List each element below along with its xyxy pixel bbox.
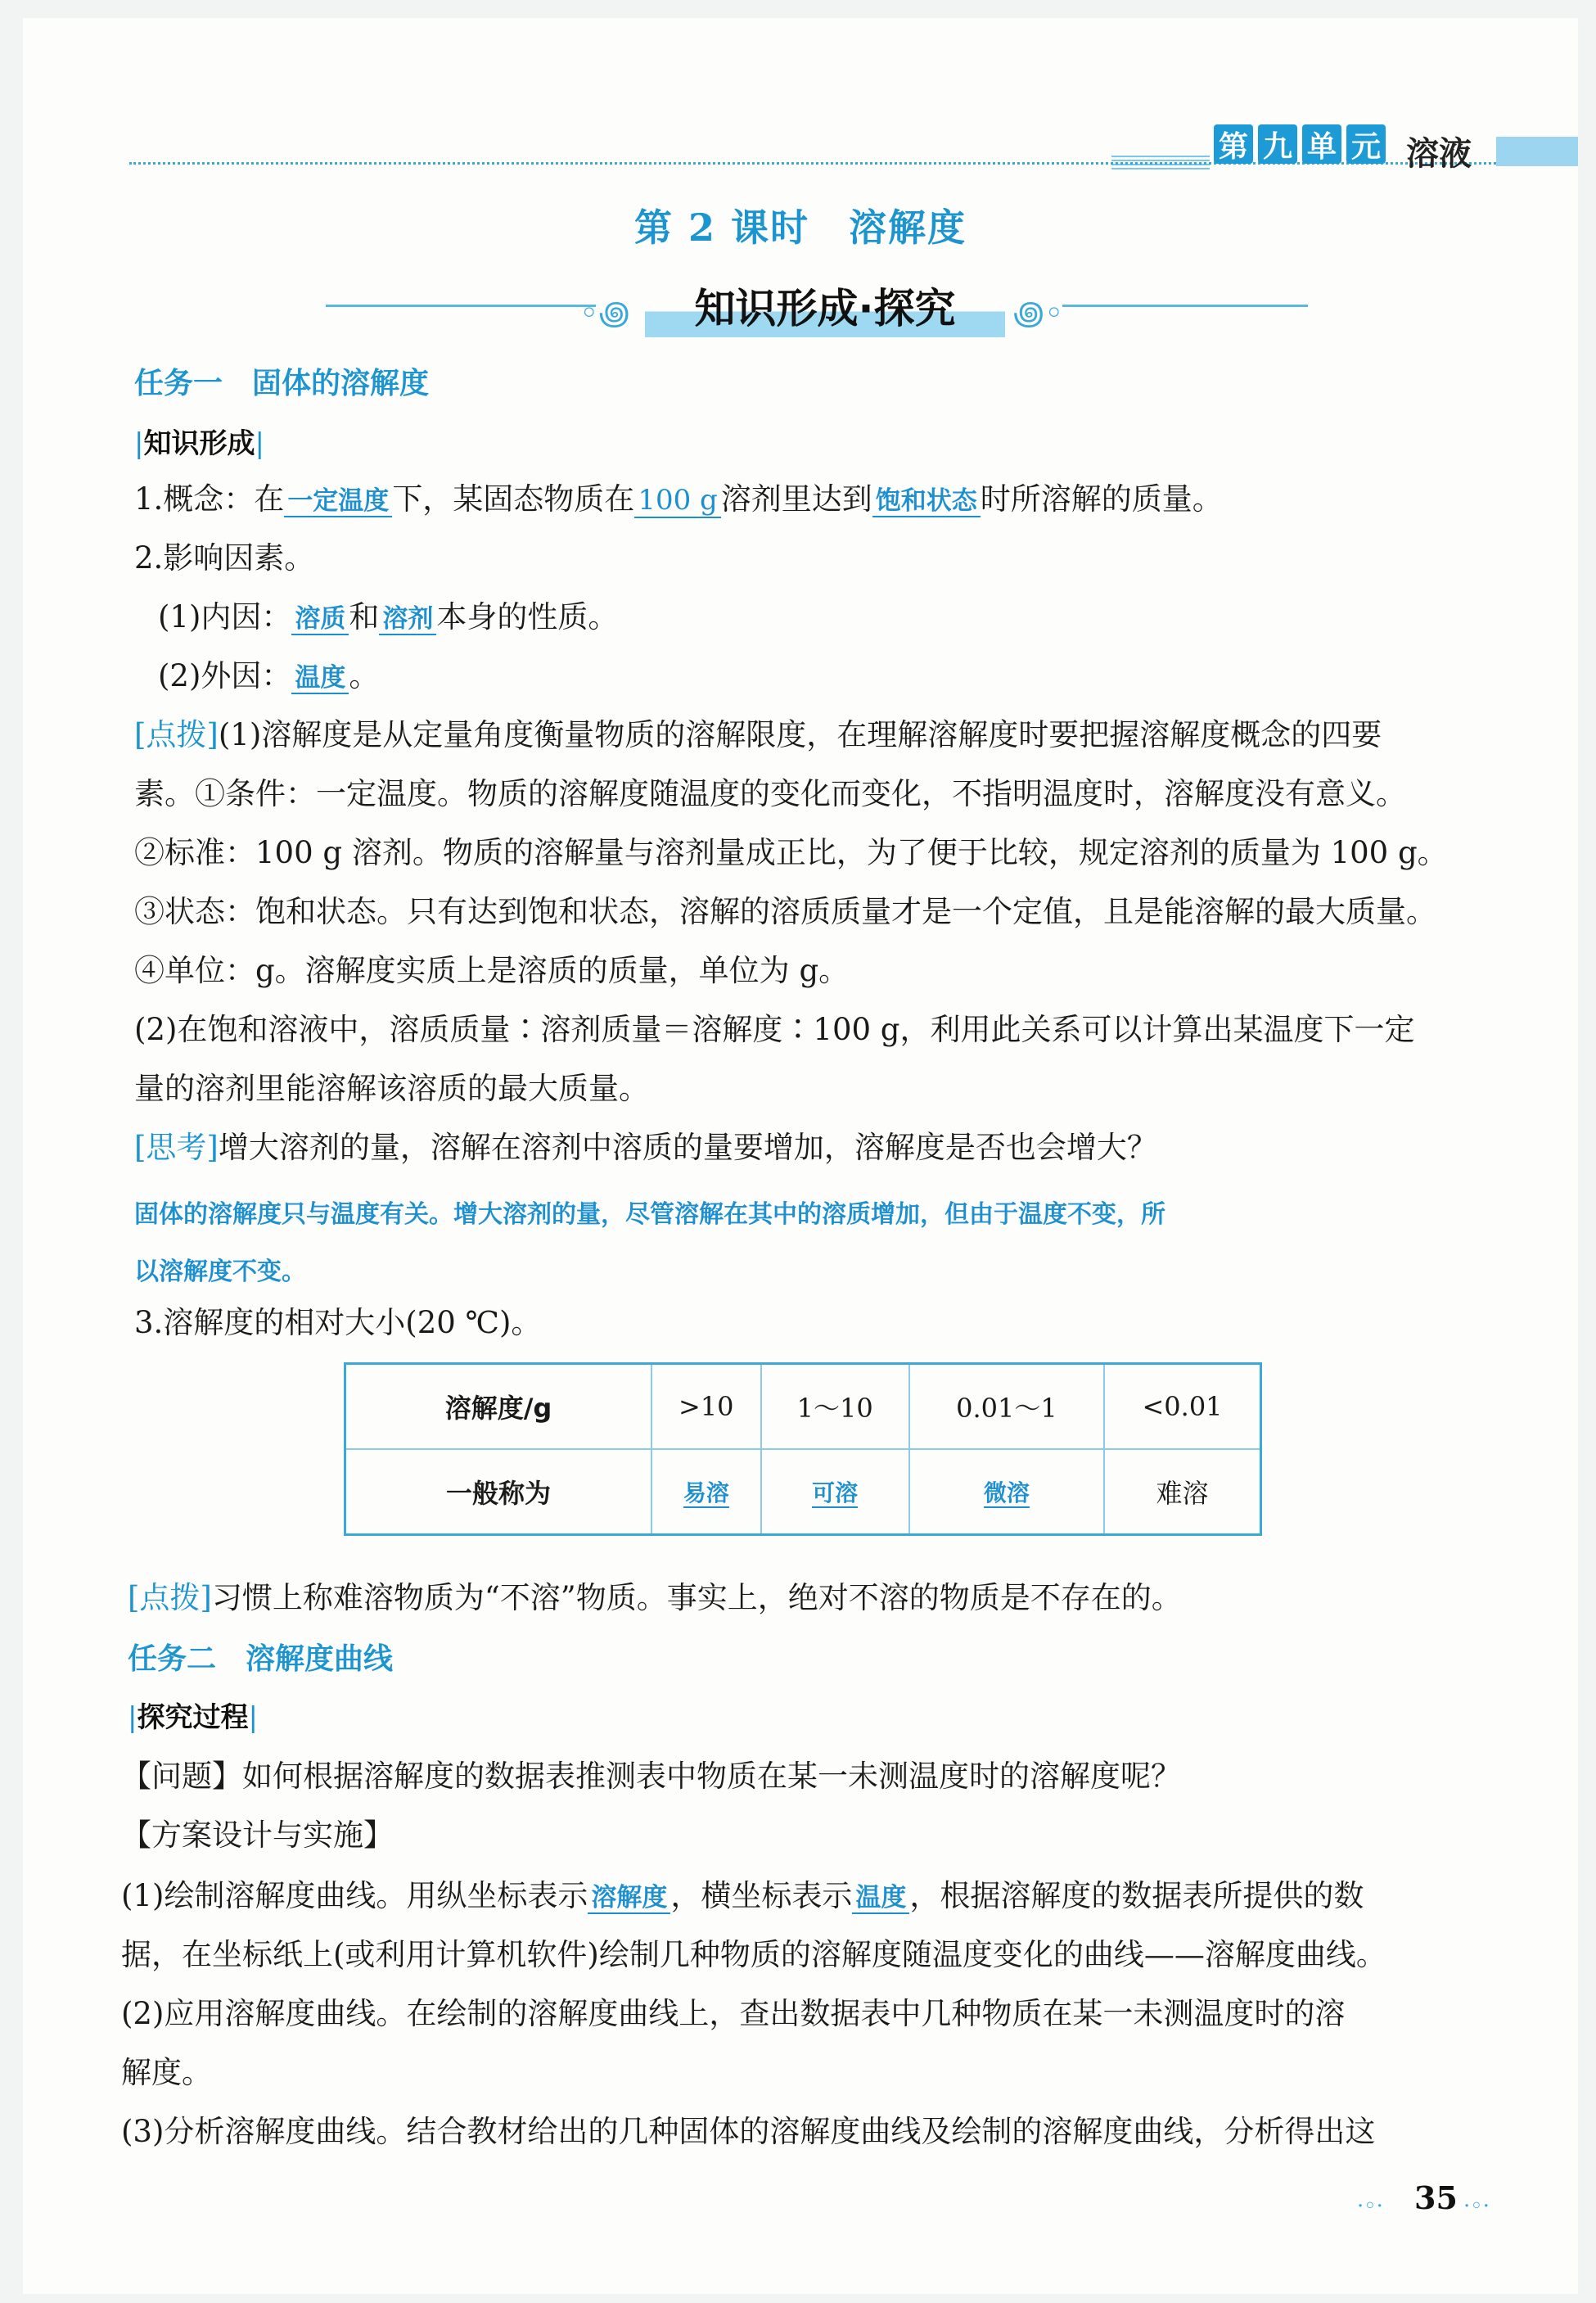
table-cell: [651, 1449, 761, 1535]
unit-char: 单: [1302, 124, 1341, 164]
unit-badge: [1214, 124, 1386, 164]
design-line: 【方案设计与实施】: [121, 1818, 394, 1853]
tip-tag: [点拨]: [128, 1580, 212, 1615]
answer-blank: 溶解度: [588, 1883, 670, 1914]
task1-title: 任务一 固体的溶解度: [134, 367, 430, 400]
answer-blank: 一定温度: [284, 486, 392, 517]
table-cell: >10: [651, 1364, 761, 1450]
table-cell: 难溶: [1104, 1449, 1260, 1535]
swirl-right-icon: ꩜◦: [1013, 295, 1064, 332]
think-tag: [思考]: [134, 1130, 219, 1165]
unit-name: 溶液: [1406, 135, 1472, 173]
tip1-line: 量的溶剂里能溶解该溶质的最大质量。: [134, 1071, 649, 1106]
tip1-line: [点拨](1)溶解度是从定量角度衡量物质的溶解限度，在理解溶解度时要把握溶解度概念的四要: [134, 717, 1382, 752]
banner-rule-right: [1062, 305, 1308, 307]
page-dots-right-icon: ·◦·: [1463, 2194, 1490, 2219]
answer-blank: 微溶: [983, 1479, 1030, 1506]
unit-char: 元: [1346, 124, 1386, 164]
header-bar: [1496, 137, 1578, 166]
tip1-line: 素。①条件：一定温度。物质的溶解度随温度的变化而变化，不指明温度时，溶解度没有意义。: [134, 776, 1406, 811]
page-number: 35: [1414, 2179, 1458, 2216]
lesson-title: 第 2 课时 溶解度: [633, 205, 967, 250]
step1-line: (1)绘制溶解度曲线。用纵坐标表示 溶解度 ，横坐标表示 温度 ，根据溶解度的数据表所提供的数: [121, 1878, 1364, 1913]
relative-size-line: 3.溶解度的相对大小(20 ℃)。: [134, 1305, 542, 1340]
answer-blank: 饱和状态: [872, 486, 981, 517]
tip1-line: (2)在饱和溶液中，溶质质量∶溶剂质量＝溶解度∶100 g，利用此关系可以计算出某温度下一定: [134, 1012, 1415, 1047]
answer-blank: 易溶: [683, 1479, 729, 1506]
task2-subhead: |探究过程|: [128, 1701, 258, 1734]
task2-title: 任务二 溶解度曲线: [128, 1642, 394, 1676]
table-cell: [761, 1449, 909, 1535]
think-question: [思考]增大溶剂的量，溶解在溶剂中溶质的量要增加，溶解度是否也会增大？: [134, 1130, 1157, 1165]
table-row: [345, 1449, 1261, 1535]
table-cell: [909, 1449, 1104, 1535]
page: [23, 18, 1578, 2294]
answer-blank: 温度: [291, 663, 349, 694]
unit-char: 九: [1258, 124, 1297, 164]
section-banner: 知识形成·探究: [645, 280, 1005, 337]
table-cell: 0.01～1: [909, 1364, 1104, 1450]
solubility-table: [344, 1362, 1262, 1536]
step2-line: (2)应用溶解度曲线。在绘制的溶解度曲线上，查出数据表中几种物质在某一未测温度时的溶: [121, 1996, 1346, 2031]
internal-factor-line: (1)内因： 溶质 和 溶剂 本身的性质。: [158, 599, 619, 634]
unit-char: 第: [1214, 124, 1253, 164]
answer-blank: 溶质: [291, 604, 349, 635]
table-cell: 1～10: [761, 1364, 909, 1450]
factors-line: 2.影响因素。: [134, 540, 315, 576]
question-line: 【问题】如何根据溶解度的数据表推测表中物质在某一未测温度时的溶解度呢？: [121, 1759, 1181, 1794]
think-answer-line: 以溶解度不变。: [134, 1258, 306, 1286]
answer-blank: 溶剂: [379, 604, 436, 635]
concept-line: 1.概念：在 一定温度 下，某固态物质在 100 g 溶剂里达到 饱和状态 时所溶解的质量。: [134, 481, 1223, 517]
table-cell: 溶解度/g: [345, 1364, 652, 1450]
think-answer-line: 固体的溶解度只与温度有关。增大溶剂的量，尽管溶解在其中的溶质增加，但由于温度不变，所: [134, 1200, 1165, 1229]
tip-tag: [点拨]: [134, 717, 219, 752]
table-row: [345, 1364, 1261, 1450]
tip2-line: [点拨]习惯上称难溶物质为“不溶”物质。事实上，绝对不溶的物质是不存在的。: [128, 1580, 1182, 1615]
answer-blank: 可溶: [812, 1479, 859, 1506]
table-cell: 一般称为: [345, 1449, 652, 1535]
answer-blank: 100 g: [634, 484, 720, 518]
step3-line: (3)分析溶解度曲线。结合教材给出的几种固体的溶解度曲线及绘制的溶解度曲线，分析得出这: [121, 2114, 1376, 2149]
task1-subhead: |知识形成|: [134, 427, 264, 460]
step2-line: 解度。: [121, 2055, 212, 2090]
swirl-left-icon: ◦꩜: [579, 295, 630, 332]
tip1-line: ②标准：100 g 溶剂。物质的溶解量与溶剂量成正比，为了便于比较，规定溶剂的质量为 100 g。: [134, 835, 1448, 870]
page-dots-left-icon: ·◦·: [1357, 2194, 1383, 2219]
table-cell: <0.01: [1104, 1364, 1260, 1450]
step1-line: 据，在坐标纸上(或利用计算机软件)绘制几种物质的溶解度随温度变化的曲线——溶解度曲线。: [121, 1937, 1386, 1972]
answer-blank: 温度: [852, 1883, 909, 1914]
tip1-line: ③状态：饱和状态。只有达到饱和状态，溶解的溶质质量才是一个定值，且是能溶解的最大质量。: [134, 894, 1436, 929]
banner-rule-left: [326, 305, 596, 307]
external-factor-line: (2)外因： 温度 。: [158, 658, 380, 693]
tip1-line: ④单位：g。溶解度实质上是溶质的质量，单位为 g。: [134, 953, 850, 988]
